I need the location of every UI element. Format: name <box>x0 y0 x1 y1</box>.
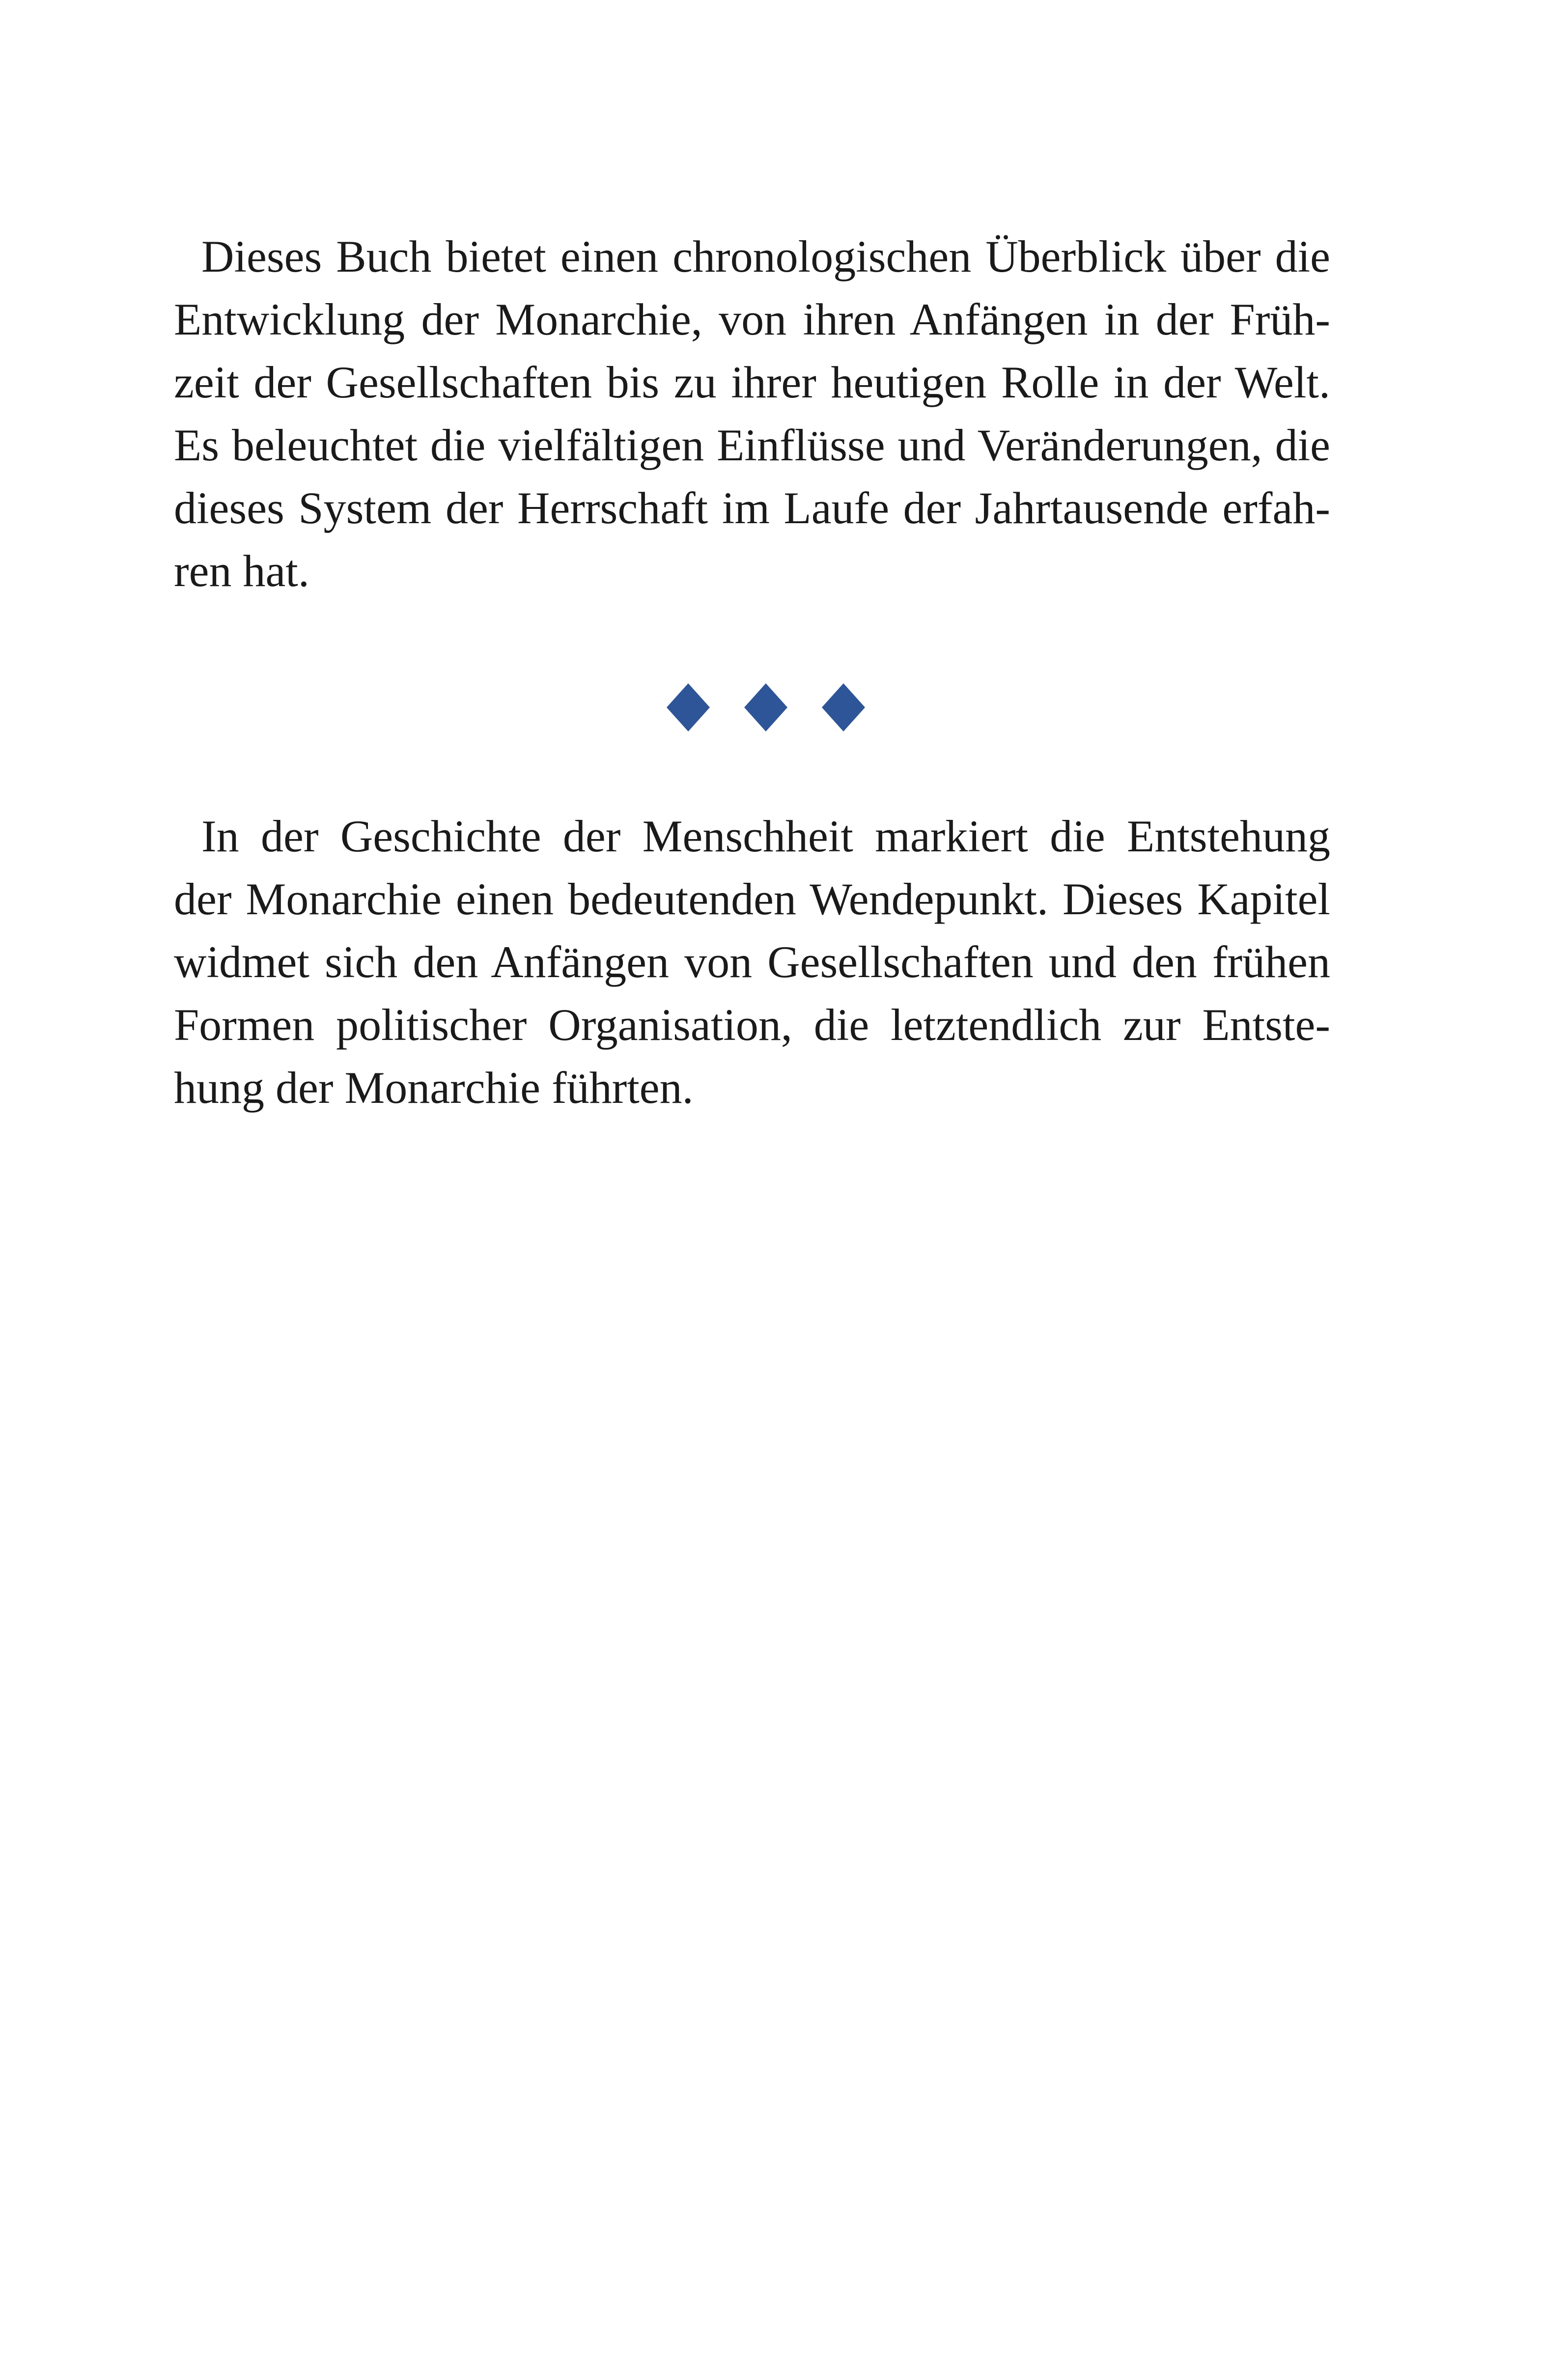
paragraph-line: dieses System der Herrschaft im Laufe der Jahrtausende erfah- <box>174 483 1330 533</box>
paragraph-line: ren hat. <box>174 546 309 596</box>
paragraph-line: Formen politischer Organisation, die letztendlich zur Entste- <box>174 1000 1330 1050</box>
paragraph-line: der Monarchie einen bedeutenden Wendepunkt. Dieses Kapitel <box>174 874 1330 924</box>
paragraph-line: Es beleuchtet die vielfältigen Einflüsse und Veränderungen, die <box>174 420 1330 470</box>
paragraph-line: hung der Monarchie führten. <box>174 1063 694 1113</box>
diamond-icon <box>667 683 710 731</box>
paragraph-line: Entwicklung der Monarchie, von ihren Anfängen in der Früh- <box>174 294 1330 344</box>
paragraph-line: In der Geschichte der Menschheit markiert die Entstehung <box>201 811 1330 861</box>
diamond-icon <box>744 683 787 731</box>
paragraph-line: widmet sich den Anfängen von Gesellschaften und den frühen <box>174 937 1330 987</box>
three-diamonds-icon <box>0 680 1568 734</box>
paragraph-line: zeit der Gesellschaften bis zu ihrer heutigen Rolle in der Welt. <box>174 357 1330 407</box>
paragraph-line: Dieses Buch bietet einen chronologischen Überblick über die <box>201 231 1330 281</box>
diamond-icon <box>822 683 865 731</box>
chapter-intro-paragraph <box>174 805 1330 1119</box>
intro-paragraph <box>174 225 1330 602</box>
